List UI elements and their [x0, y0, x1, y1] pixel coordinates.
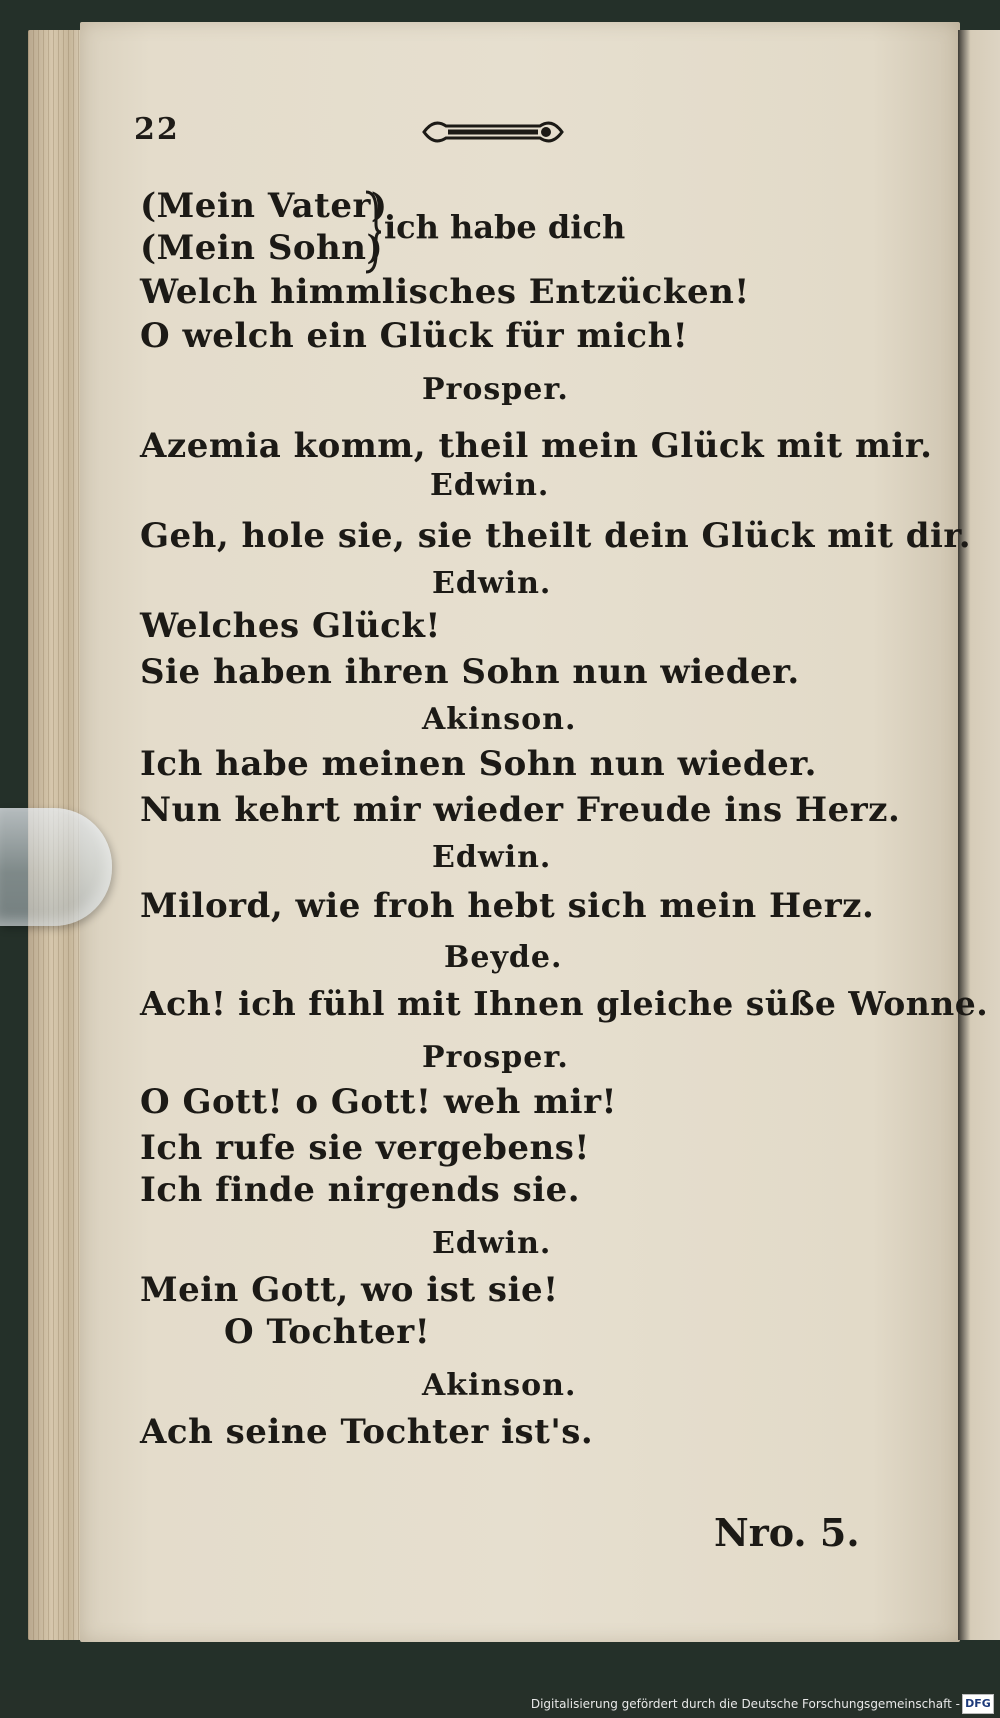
speaker-heading: Edwin. [432, 566, 552, 601]
speaker-heading: Edwin. [432, 840, 552, 875]
digitization-credit: Digitalisierung gefördert durch die Deutsche Forschungsgemeinschaft - [530, 1697, 960, 1711]
dialogue-line: O welch ein Glück für mich! [140, 316, 689, 356]
dialogue-line: Welch himmlisches Entzücken! [140, 272, 750, 312]
dialogue-line: Sie haben ihren Sohn nun wieder. [140, 652, 800, 692]
speaker-heading: Beyde. [444, 940, 563, 975]
speaker-heading: Edwin. [432, 1226, 552, 1261]
dialogue-line: Ich habe meinen Sohn nun wieder. [140, 744, 817, 784]
dialogue-line: Mein Gott, wo ist sie! [140, 1270, 559, 1310]
ornament-divider [418, 112, 568, 152]
dialogue-line: O Tochter! [224, 1312, 431, 1352]
speaker-heading: Akinson. [422, 1368, 577, 1403]
speaker-heading: Akinson. [422, 702, 577, 737]
dialogue-line-ich-habe-dich: ich habe dich [384, 208, 626, 246]
speaker-heading: Edwin. [430, 468, 550, 503]
dialogue-line: Geh, hole sie, sie theilt dein Glück mit dir. [140, 516, 972, 556]
dialogue-line: Nun kehrt mir wieder Freude ins Herz. [140, 790, 901, 830]
dialogue-line-mein-sohn: (Mein Sohn) [140, 228, 384, 268]
page-number: 22 [134, 112, 180, 147]
catchword: Nro. 5. [714, 1510, 860, 1555]
brace-mark [364, 190, 382, 274]
dialogue-line: Ach! ich fühl mit Ihnen gleiche süße Wonne. [140, 984, 989, 1023]
dialogue-line: O Gott! o Gott! weh mir! [140, 1082, 617, 1122]
facing-page-edge [958, 30, 1000, 1640]
dialogue-line: Ach seine Tochter ist's. [140, 1412, 594, 1452]
dialogue-line-mein-vater: (Mein Vater) [140, 186, 388, 226]
speaker-heading: Prosper. [422, 372, 569, 407]
dfg-logo: DFG [962, 1694, 994, 1714]
speaker-heading: Prosper. [422, 1040, 569, 1075]
dialogue-line: Ich rufe sie vergebens! [140, 1128, 590, 1168]
book-clip [0, 808, 112, 926]
dialogue-line: Welches Glück! [140, 606, 441, 646]
dialogue-line: Milord, wie froh hebt sich mein Herz. [140, 886, 875, 926]
dialogue-line: Azemia komm, theil mein Glück mit mir. [140, 426, 933, 466]
dialogue-line: Ich finde nirgends sie. [140, 1170, 581, 1210]
